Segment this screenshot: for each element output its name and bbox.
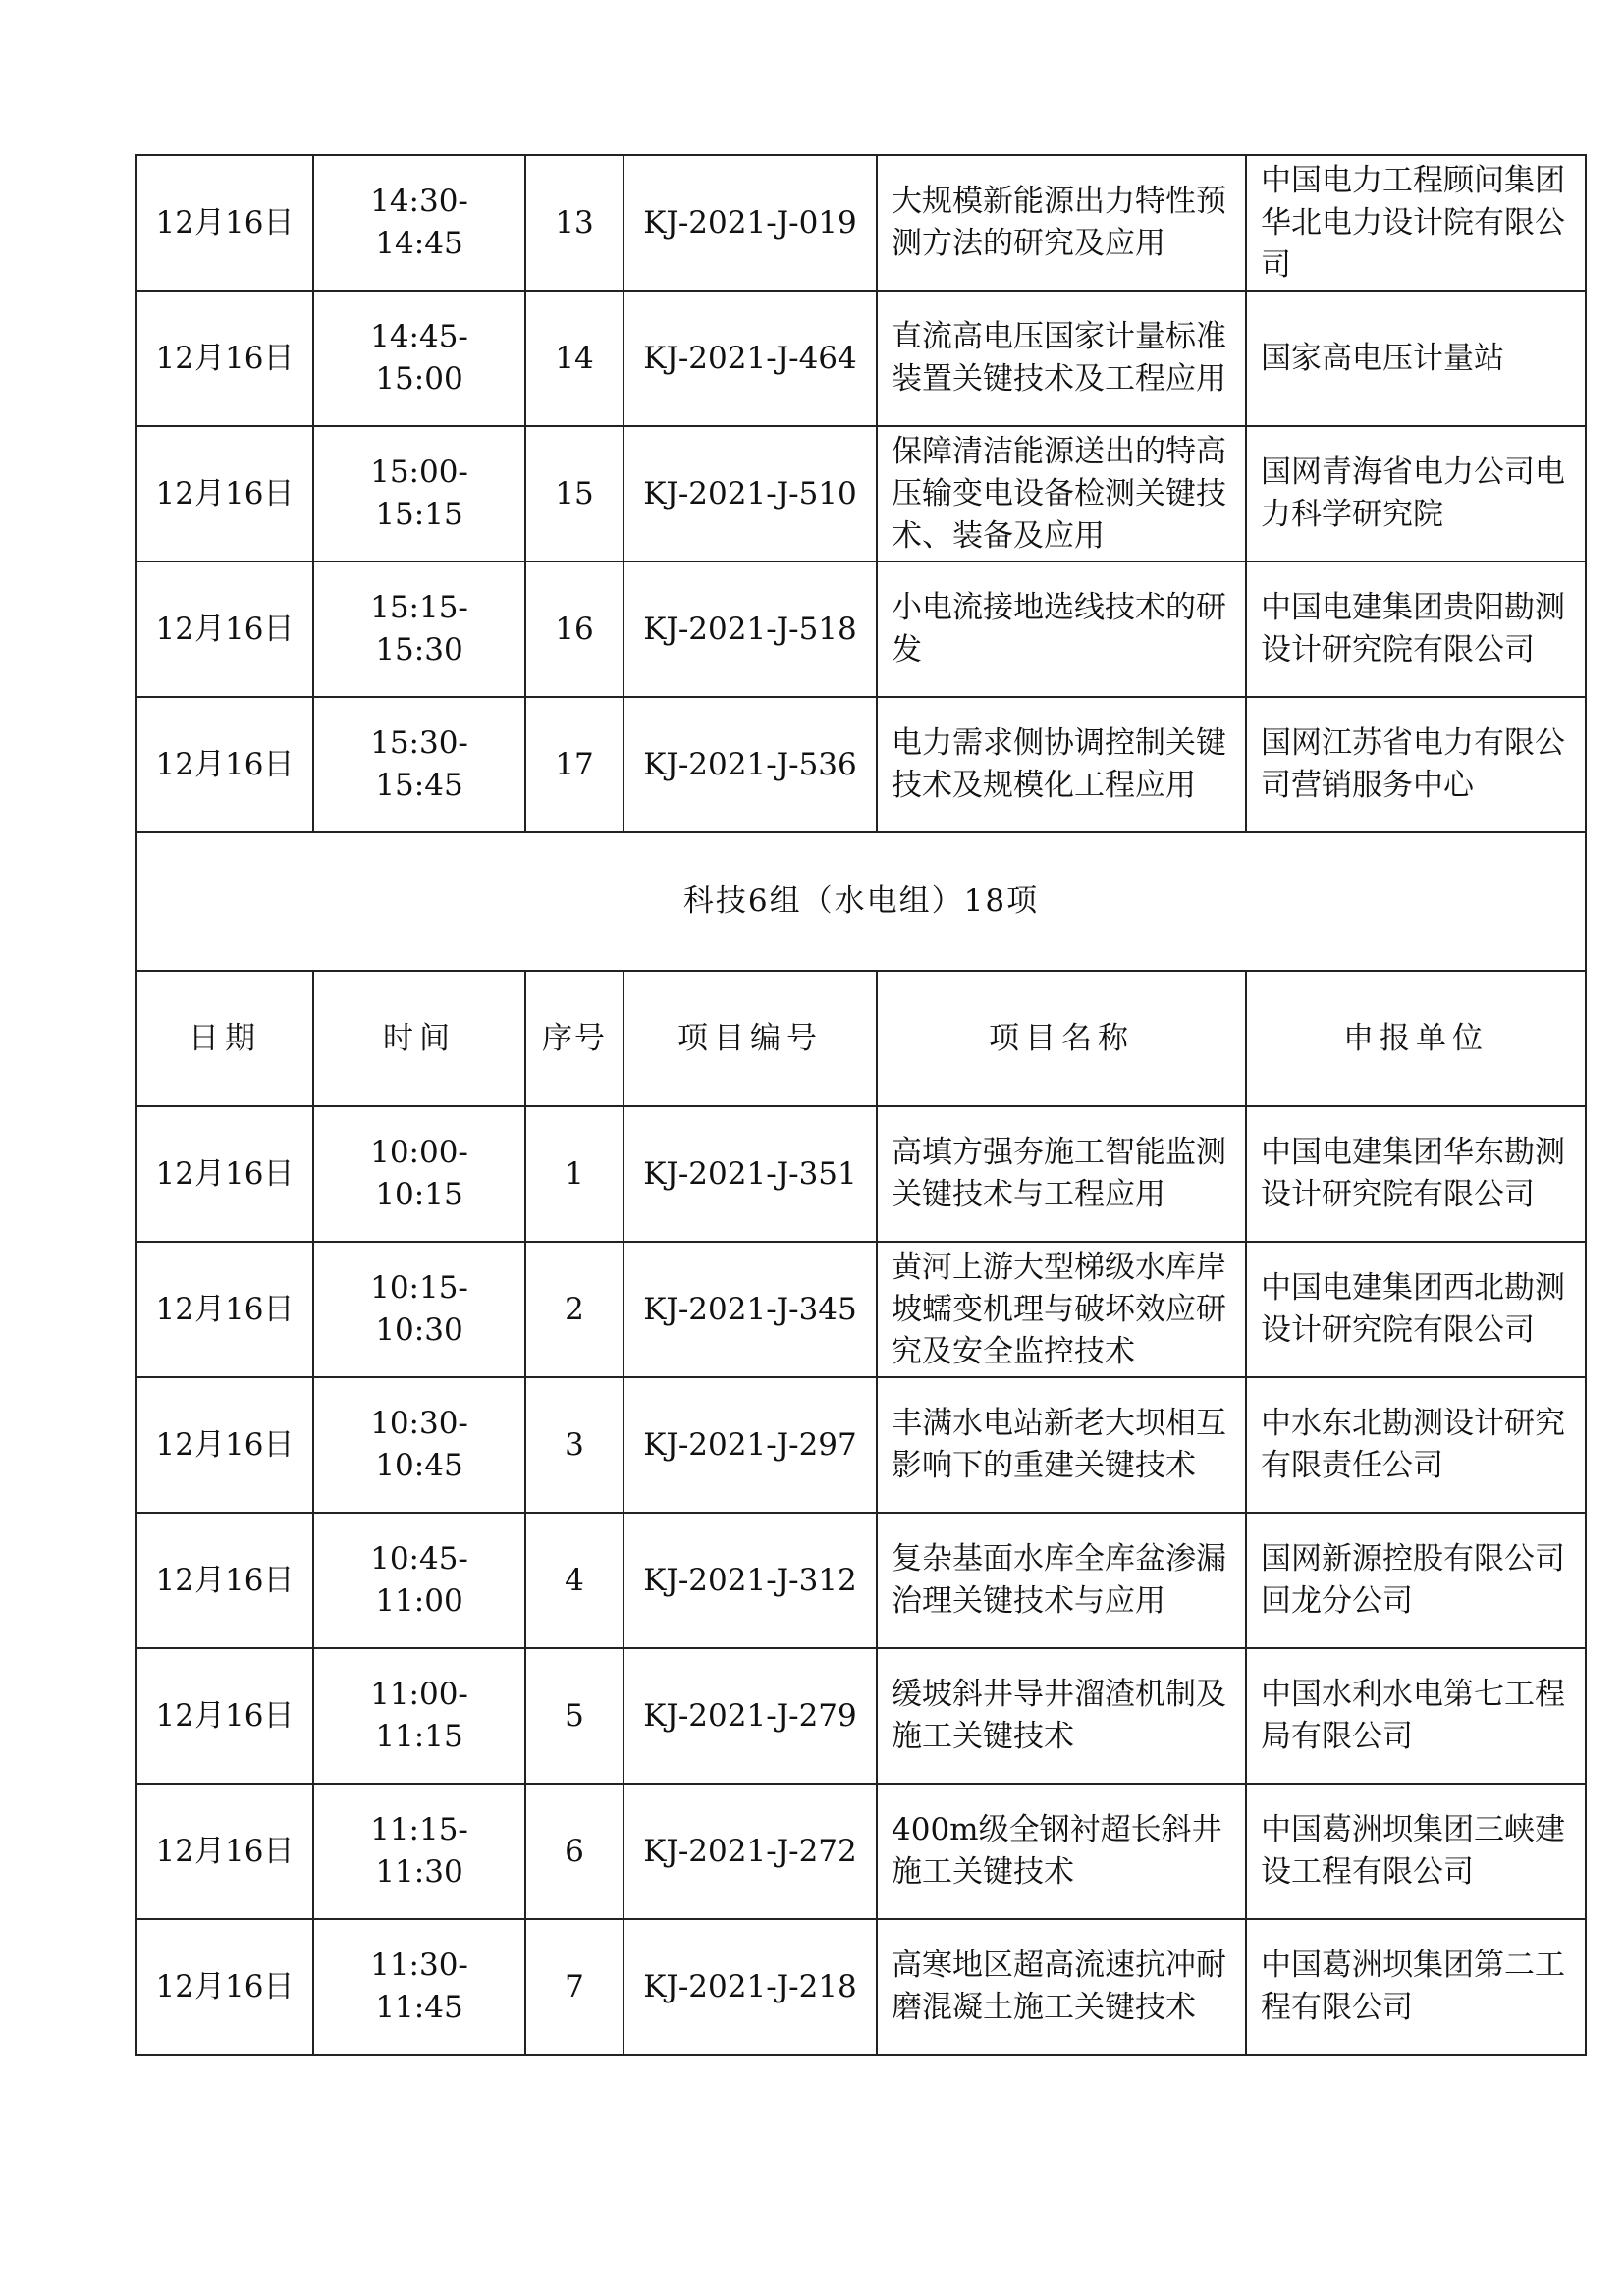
unit-cell: 国家高电压计量站 — [1246, 291, 1586, 426]
date-cell: 12月16日 — [136, 1784, 313, 1919]
date-cell: 12月16日 — [136, 291, 313, 426]
code-cell: KJ-2021-J-272 — [623, 1784, 877, 1919]
time-cell: 11:15-11:30 — [313, 1784, 525, 1919]
table-row — [136, 426, 1586, 561]
seq-cell: 7 — [525, 1919, 623, 2055]
section-title-row — [136, 832, 1586, 971]
code-cell: KJ-2021-J-464 — [623, 291, 877, 426]
time-cell: 10:30-10:45 — [313, 1377, 525, 1513]
date-cell: 12月16日 — [136, 1513, 313, 1648]
date-cell: 12月16日 — [136, 426, 313, 561]
project-name-cell: 丰满水电站新老大坝相互影响下的重建关键技术 — [877, 1377, 1246, 1513]
table-row — [136, 155, 1586, 291]
project-name-cell: 复杂基面水库全库盆渗漏治理关键技术与应用 — [877, 1513, 1246, 1648]
header-unit: 申报单位 — [1246, 971, 1586, 1106]
table-row — [136, 561, 1586, 697]
table-row — [136, 1919, 1586, 2055]
code-cell: KJ-2021-J-510 — [623, 426, 877, 561]
seq-cell: 5 — [525, 1648, 623, 1784]
project-name-cell: 高填方强夯施工智能监测关键技术与工程应用 — [877, 1106, 1246, 1242]
project-name-cell: 大规模新能源出力特性预测方法的研究及应用 — [877, 155, 1246, 291]
header-date: 日期 — [136, 971, 313, 1106]
table-row — [136, 1242, 1586, 1377]
unit-cell: 中国葛洲坝集团三峡建设工程有限公司 — [1246, 1784, 1586, 1919]
table-row — [136, 291, 1586, 426]
time-cell: 10:00-10:15 — [313, 1106, 525, 1242]
project-name-cell: 直流高电压国家计量标准装置关键技术及工程应用 — [877, 291, 1246, 426]
time-cell: 10:45-11:00 — [313, 1513, 525, 1648]
date-cell: 12月16日 — [136, 1242, 313, 1377]
header-code: 项目编号 — [623, 971, 877, 1106]
code-cell: KJ-2021-J-019 — [623, 155, 877, 291]
date-cell: 12月16日 — [136, 1106, 313, 1242]
unit-cell: 中国电建集团西北勘测设计研究院有限公司 — [1246, 1242, 1586, 1377]
code-cell: KJ-2021-J-297 — [623, 1377, 877, 1513]
code-cell: KJ-2021-J-279 — [623, 1648, 877, 1784]
time-cell: 11:00-11:15 — [313, 1648, 525, 1784]
code-cell: KJ-2021-J-312 — [623, 1513, 877, 1648]
unit-cell: 国网青海省电力公司电力科学研究院 — [1246, 426, 1586, 561]
code-cell: KJ-2021-J-345 — [623, 1242, 877, 1377]
seq-cell: 6 — [525, 1784, 623, 1919]
project-name-cell: 高寒地区超高流速抗冲耐磨混凝土施工关键技术 — [877, 1919, 1246, 2055]
project-name-cell: 缓坡斜井导井溜渣机制及施工关键技术 — [877, 1648, 1246, 1784]
code-cell: KJ-2021-J-518 — [623, 561, 877, 697]
date-cell: 12月16日 — [136, 1919, 313, 2055]
seq-cell: 1 — [525, 1106, 623, 1242]
table-row — [136, 697, 1586, 832]
unit-cell: 中国水利水电第七工程局有限公司 — [1246, 1648, 1586, 1784]
time-cell: 15:15-15:30 — [313, 561, 525, 697]
time-cell: 15:00-15:15 — [313, 426, 525, 561]
date-cell: 12月16日 — [136, 155, 313, 291]
table-row — [136, 1106, 1586, 1242]
seq-cell: 2 — [525, 1242, 623, 1377]
unit-cell: 中国电建集团贵阳勘测设计研究院有限公司 — [1246, 561, 1586, 697]
table-row — [136, 1377, 1586, 1513]
table-row — [136, 1513, 1586, 1648]
code-cell: KJ-2021-J-218 — [623, 1919, 877, 2055]
section-title: 科技6组（水电组）18项 — [136, 832, 1586, 971]
seq-cell: 17 — [525, 697, 623, 832]
unit-cell: 国网新源控股有限公司回龙分公司 — [1246, 1513, 1586, 1648]
project-name-cell: 保障清洁能源送出的特高压输变电设备检测关键技术、装备及应用 — [877, 426, 1246, 561]
date-cell: 12月16日 — [136, 561, 313, 697]
code-cell: KJ-2021-J-351 — [623, 1106, 877, 1242]
header-time: 时间 — [313, 971, 525, 1106]
seq-cell: 16 — [525, 561, 623, 697]
seq-cell: 13 — [525, 155, 623, 291]
unit-cell: 国网江苏省电力有限公司营销服务中心 — [1246, 697, 1586, 832]
unit-cell: 中水东北勘测设计研究有限责任公司 — [1246, 1377, 1586, 1513]
header-seq: 序号 — [525, 971, 623, 1106]
seq-cell: 15 — [525, 426, 623, 561]
table-header-row — [136, 971, 1586, 1106]
date-cell: 12月16日 — [136, 1648, 313, 1784]
project-name-cell: 400m级全钢衬超长斜井施工关键技术 — [877, 1784, 1246, 1919]
code-cell: KJ-2021-J-536 — [623, 697, 877, 832]
date-cell: 12月16日 — [136, 1377, 313, 1513]
project-name-cell: 小电流接地选线技术的研发 — [877, 561, 1246, 697]
seq-cell: 3 — [525, 1377, 623, 1513]
unit-cell: 中国电建集团华东勘测设计研究院有限公司 — [1246, 1106, 1586, 1242]
project-name-cell: 电力需求侧协调控制关键技术及规模化工程应用 — [877, 697, 1246, 832]
table-row — [136, 1648, 1586, 1784]
table-row — [136, 1784, 1586, 1919]
header-name: 项目名称 — [877, 971, 1246, 1106]
schedule-table — [135, 154, 1587, 2056]
date-cell: 12月16日 — [136, 697, 313, 832]
unit-cell: 中国葛洲坝集团第二工程有限公司 — [1246, 1919, 1586, 2055]
seq-cell: 14 — [525, 291, 623, 426]
unit-cell: 中国电力工程顾问集团华北电力设计院有限公司 — [1246, 155, 1586, 291]
project-name-cell: 黄河上游大型梯级水库岸坡蠕变机理与破坏效应研究及安全监控技术 — [877, 1242, 1246, 1377]
seq-cell: 4 — [525, 1513, 623, 1648]
time-cell: 15:30-15:45 — [313, 697, 525, 832]
time-cell: 10:15-10:30 — [313, 1242, 525, 1377]
time-cell: 14:45-15:00 — [313, 291, 525, 426]
time-cell: 11:30-11:45 — [313, 1919, 525, 2055]
time-cell: 14:30-14:45 — [313, 155, 525, 291]
